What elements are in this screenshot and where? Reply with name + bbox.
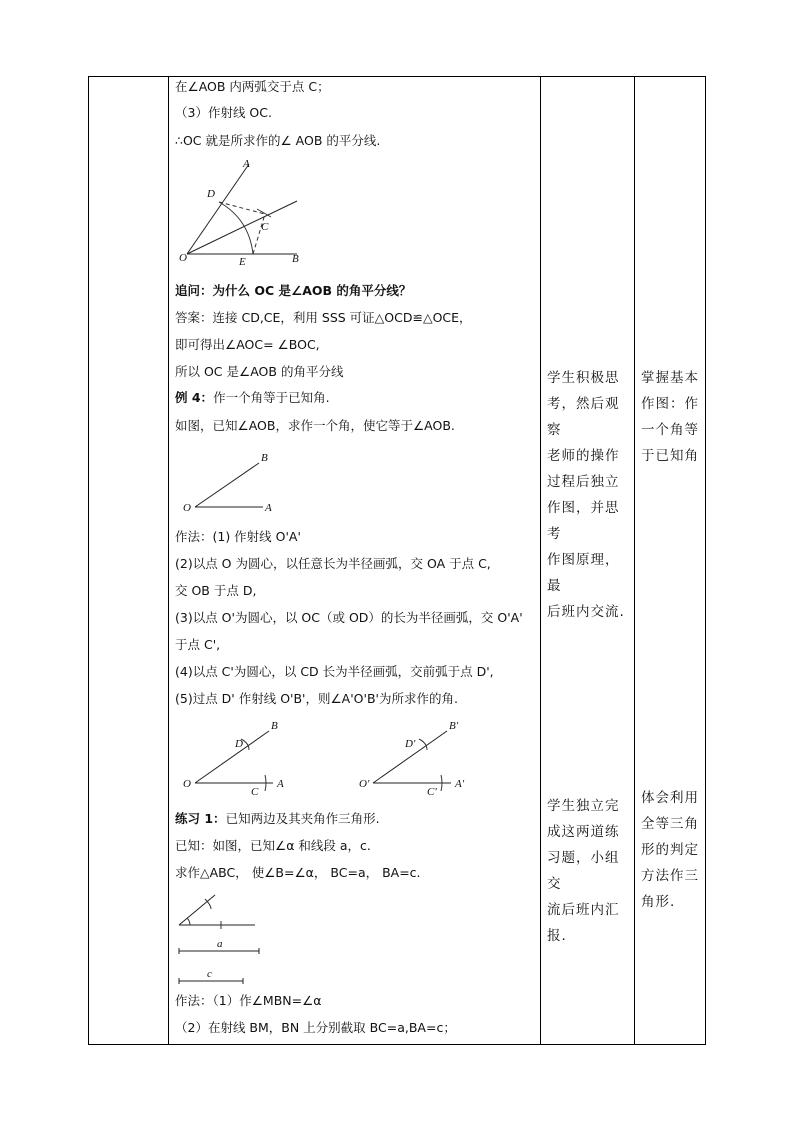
label-B-prime: B' xyxy=(449,720,459,732)
text-line: 形的判定 xyxy=(641,842,699,858)
label-A-prime: A' xyxy=(455,778,465,790)
text-line: 求作△ABC， 使∠B=∠α， BC=a， BA=c. xyxy=(175,865,421,880)
text-line: 习题，小组交 xyxy=(547,850,620,892)
label-A: A xyxy=(243,159,250,170)
text-line: 已知：如图，已知∠α 和线段 a，c. xyxy=(175,838,371,853)
text-line: 流后班内汇 xyxy=(547,902,620,918)
text-line: (5)过点 D' 作射线 O'B'，则∠A'O'B'为所求作的角. xyxy=(175,691,458,706)
text-line: 交 OB 于点 D, xyxy=(175,583,257,598)
segment-a-label: a xyxy=(217,938,223,950)
text-line: 全等三角 xyxy=(641,816,699,832)
col-divider xyxy=(168,77,169,1044)
label-A: A xyxy=(265,502,272,514)
example-label: 例 4： xyxy=(175,390,214,405)
text-line: 学生积极思 xyxy=(547,370,620,386)
text-line: (4)以点 C'为圆心，以 CD 长为半径画弧，交前弧于点 D', xyxy=(175,664,494,679)
design-intent-block-1 xyxy=(641,365,707,469)
text-line: 所以 OC 是∠AOB 的角平分线 xyxy=(175,364,344,379)
text-line: 一个角等 xyxy=(641,422,699,438)
col-divider xyxy=(634,77,635,1044)
label-E: E xyxy=(239,256,246,268)
text-line: (2)以点 O 为圆心，以任意长为半径画弧，交 OA 于点 C, xyxy=(175,556,491,571)
text-line: 作法：(1) 作射线 O'A' xyxy=(175,529,301,544)
example-heading xyxy=(175,390,330,406)
practice-label: 练习 1： xyxy=(175,811,226,826)
student-activity-block-2 xyxy=(547,793,633,949)
angle-bisector-figure xyxy=(179,159,309,269)
design-intent-block-2 xyxy=(641,785,707,915)
label-O: O xyxy=(183,502,191,514)
label-O: O xyxy=(183,778,191,790)
practice-title: 已知两边及其夹角作三角形. xyxy=(225,811,380,826)
label-O-prime: O' xyxy=(359,778,370,790)
text-line: 老师的操作 xyxy=(547,448,620,464)
lesson-table xyxy=(88,76,706,1045)
text-line: 学生独立完 xyxy=(547,798,620,814)
given-angle-figure xyxy=(179,449,289,517)
text-line: 于已知角 xyxy=(641,448,699,464)
label-O: O xyxy=(179,252,187,264)
text-line: 成这两道练 xyxy=(547,824,620,840)
text-line: 报. xyxy=(547,928,567,944)
text-line: (3)以点 O'为圆心，以 OC（或 OD）的长为半径画弧，交 O'A' xyxy=(175,610,523,625)
label-C-prime: C' xyxy=(427,786,437,798)
label-B: B xyxy=(261,452,268,464)
text-line: 作图原理，最 xyxy=(547,552,620,594)
text-line: 即可得出∠AOC= ∠BOC, xyxy=(175,337,320,352)
text-line: 答案：连接 CD,CE，利用 SSS 可证△OCD≌△OCE， xyxy=(175,310,472,325)
text-line: 于点 C', xyxy=(175,637,221,652)
text-line: ∴OC 就是所求作的∠ AOB 的平分线. xyxy=(175,133,381,148)
copy-angle-figure xyxy=(179,717,479,807)
text-line: 后班内交流. xyxy=(547,604,625,620)
text-line: 作图：作 xyxy=(641,396,699,412)
label-D: D xyxy=(235,738,243,750)
label-D-prime: D' xyxy=(405,738,416,750)
text-line: （3）作射线 OC. xyxy=(175,105,272,120)
label-C: C xyxy=(251,786,259,798)
label-C: C xyxy=(261,221,269,233)
example-title: 作一个角等于已知角. xyxy=(213,390,330,405)
text-line: 作图，并思考 xyxy=(547,500,620,542)
text-line: 掌握基本 xyxy=(641,370,699,386)
text-line: 在∠AOB 内两弧交于点 C； xyxy=(175,79,330,94)
follow-up-question xyxy=(175,283,411,299)
label-A: A xyxy=(277,778,284,790)
practice-heading xyxy=(175,811,380,827)
teaching-content-cell xyxy=(175,77,541,1044)
segment-c-label: c xyxy=(207,968,212,980)
text-line: 如图，已知∠AOB，求作一个角，使它等于∠AOB. xyxy=(175,418,455,433)
text-line: 方法作三 xyxy=(641,868,699,884)
student-activity-block-1 xyxy=(547,365,633,625)
given-angle-segments-figure xyxy=(175,889,275,989)
label-B: B xyxy=(292,253,299,265)
text-line: 作法：（1）作∠MBN=∠α xyxy=(175,993,322,1008)
label-D: D xyxy=(207,188,215,200)
text-line: 角形. xyxy=(641,894,676,910)
text-line: （2）在射线 BM，BN 上分别截取 BC=a,BA=c； xyxy=(175,1020,456,1035)
text-line: 过程后独立 xyxy=(547,474,620,490)
label-B: B xyxy=(271,720,278,732)
question-label: 追问： xyxy=(175,283,213,298)
text-line: 体会利用 xyxy=(641,790,699,806)
text-line: 考，然后观察 xyxy=(547,396,620,438)
question-text: 为什么 OC 是∠AOB 的角平分线？ xyxy=(212,283,412,298)
